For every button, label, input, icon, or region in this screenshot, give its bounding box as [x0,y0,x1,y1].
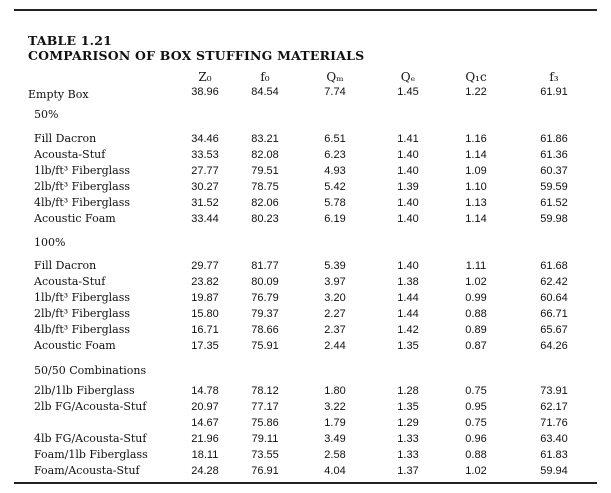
cell-qtc: 0.88 [465,308,487,320]
cell-f3: 64.26 [540,340,568,352]
cell-z0: 19.87 [191,292,219,304]
cell-qe: 1.35 [397,401,419,413]
cell-qe: 1.40 [397,213,419,225]
row-label: 4lb/ft³ Fiberglass [34,196,131,209]
cell-qe: 1.33 [397,449,419,461]
cell-f3: 61.36 [540,149,568,161]
cell-qm: 5.39 [324,260,346,272]
cell-f0: 78.12 [251,385,279,397]
row-label: 4lb FG/Acousta-Stuf [34,432,147,445]
cell-f0: 73.55 [251,449,279,461]
cell-qe: 1.42 [397,324,419,336]
cell-qtc: 0.87 [465,340,487,352]
cell-qtc: 0.99 [465,292,487,304]
cell-qe: 1.40 [397,165,419,177]
cell-qtc: 1.02 [465,276,487,288]
cell-qtc: 1.10 [465,181,487,193]
row-label: Acousta-Stuf [34,148,106,161]
cell-qtc: 1.14 [465,213,487,225]
cell-qtc: 1.16 [465,133,487,145]
row-label: 2lb/1lb Fiberglass [34,384,135,397]
cell-z0: 30.27 [191,181,219,193]
row-label: Foam/Acousta-Stuf [34,464,140,477]
cell-f3: 63.40 [540,433,568,445]
table-top-rule [14,9,597,11]
cell-f3: 59.98 [540,213,568,225]
cell-qe: 1.40 [397,149,419,161]
section-heading: 50/50 Combinations [34,364,147,377]
cell-qtc: 1.22 [465,86,487,98]
table-title: COMPARISON OF BOX STUFFING MATERIALS [28,48,365,63]
cell-f0: 76.91 [251,465,279,477]
cell-f0: 81.77 [251,260,279,272]
cell-f0: 79.37 [251,308,279,320]
cell-qm: 1.80 [324,385,346,397]
cell-qm: 3.49 [324,433,346,445]
cell-qm: 2.37 [324,324,346,336]
cell-qm: 7.74 [324,86,346,98]
cell-qe: 1.28 [397,385,419,397]
row-label: Foam/1lb Fiberglass [34,448,148,461]
cell-f0: 83.21 [251,133,279,145]
cell-z0: 31.52 [191,197,219,209]
cell-f0: 77.17 [251,401,279,413]
cell-qtc: 0.95 [465,401,487,413]
cell-qtc: 0.75 [465,385,487,397]
cell-qe: 1.35 [397,340,419,352]
cell-f0: 78.66 [251,324,279,336]
cell-f0: 84.54 [251,86,279,98]
cell-z0: 17.35 [191,340,219,352]
cell-f3: 61.83 [540,449,568,461]
cell-qm: 6.23 [324,149,346,161]
cell-qm: 2.27 [324,308,346,320]
cell-f3: 61.86 [540,133,568,145]
row-label: Fill Dacron [34,259,97,272]
row-label: 4lb/ft³ Fiberglass [34,323,131,336]
cell-qe: 1.45 [397,86,419,98]
row-label: Acousta-Stuf [34,275,106,288]
cell-qe: 1.33 [397,433,419,445]
cell-f0: 75.91 [251,340,279,352]
cell-qtc: 0.88 [465,449,487,461]
cell-qtc: 1.11 [465,260,487,272]
cell-qe: 1.44 [397,308,419,320]
cell-z0: 21.96 [191,433,219,445]
cell-qe: 1.41 [397,133,419,145]
column-header-qe: Qₑ [400,70,416,84]
cell-qm: 5.78 [324,197,346,209]
cell-f3: 71.76 [540,417,568,429]
cell-qe: 1.40 [397,197,419,209]
cell-qm: 4.93 [324,165,346,177]
cell-z0: 24.28 [191,465,219,477]
cell-f0: 78.75 [251,181,279,193]
cell-qm: 3.22 [324,401,346,413]
cell-z0: 33.53 [191,149,219,161]
cell-z0: 16.71 [191,324,219,336]
cell-z0: 14.78 [191,385,219,397]
cell-f0: 80.09 [251,276,279,288]
row-label: Acoustic Foam [34,339,116,352]
cell-qm: 5.42 [324,181,346,193]
cell-qe: 1.44 [397,292,419,304]
cell-qe: 1.37 [397,465,419,477]
cell-f0: 82.08 [251,149,279,161]
cell-qm: 2.58 [324,449,346,461]
cell-qe: 1.39 [397,181,419,193]
column-header-f3: f₃ [549,70,559,84]
cell-qtc: 0.75 [465,417,487,429]
cell-f3: 66.71 [540,308,568,320]
cell-z0: 23.82 [191,276,219,288]
cell-z0: 20.97 [191,401,219,413]
cell-f0: 80.23 [251,213,279,225]
cell-f3: 62.42 [540,276,568,288]
row-label: Empty Box [28,88,89,101]
cell-qm: 6.51 [324,133,346,145]
column-header-f0: f₀ [260,70,270,84]
cell-qm: 3.97 [324,276,346,288]
cell-f3: 65.67 [540,324,568,336]
cell-f0: 82.06 [251,197,279,209]
cell-z0: 29.77 [191,260,219,272]
cell-qe: 1.40 [397,260,419,272]
cell-z0: 33.44 [191,213,219,225]
row-label: 2lb FG/Acousta-Stuf [34,400,147,413]
column-header-qm: Qₘ [326,70,344,84]
cell-z0: 15.80 [191,308,219,320]
row-label: Acoustic Foam [34,212,116,225]
column-header-z0: Z₀ [198,70,212,84]
cell-z0: 14.67 [191,417,219,429]
section-heading: 100% [34,236,66,249]
cell-qm: 3.20 [324,292,346,304]
row-label: 1lb/ft³ Fiberglass [34,291,131,304]
cell-z0: 38.96 [191,86,219,98]
cell-f3: 60.37 [540,165,568,177]
row-label: 2lb/ft³ Fiberglass [34,180,131,193]
cell-qtc: 0.96 [465,433,487,445]
cell-qe: 1.38 [397,276,419,288]
row-label: 2lb/ft³ Fiberglass [34,307,131,320]
cell-f0: 79.11 [251,433,279,445]
row-label: Fill Dacron [34,132,97,145]
cell-f3: 60.64 [540,292,568,304]
table-bottom-rule [14,482,597,484]
row-label: 1lb/ft³ Fiberglass [34,164,131,177]
cell-z0: 18.11 [191,449,219,461]
cell-f0: 79.51 [251,165,279,177]
cell-f3: 61.68 [540,260,568,272]
cell-qm: 4.04 [324,465,346,477]
cell-f3: 61.91 [540,86,568,98]
table-number: TABLE 1.21 [28,33,112,48]
cell-f0: 75.86 [251,417,279,429]
cell-f3: 73.91 [540,385,568,397]
column-header-qtc: Q₁c [465,70,487,84]
cell-f3: 59.94 [540,465,568,477]
cell-f3: 61.52 [540,197,568,209]
cell-qtc: 1.09 [465,165,487,177]
cell-qe: 1.29 [397,417,419,429]
cell-z0: 27.77 [191,165,219,177]
cell-f3: 59.59 [540,181,568,193]
cell-qtc: 1.14 [465,149,487,161]
cell-qtc: 0.89 [465,324,487,336]
cell-f3: 62.17 [540,401,568,413]
cell-qtc: 1.02 [465,465,487,477]
cell-qm: 1.79 [324,417,346,429]
cell-qm: 6.19 [324,213,346,225]
cell-qtc: 1.13 [465,197,487,209]
section-heading: 50% [34,108,59,121]
cell-f0: 76.79 [251,292,279,304]
cell-qm: 2.44 [324,340,346,352]
cell-z0: 34.46 [191,133,219,145]
